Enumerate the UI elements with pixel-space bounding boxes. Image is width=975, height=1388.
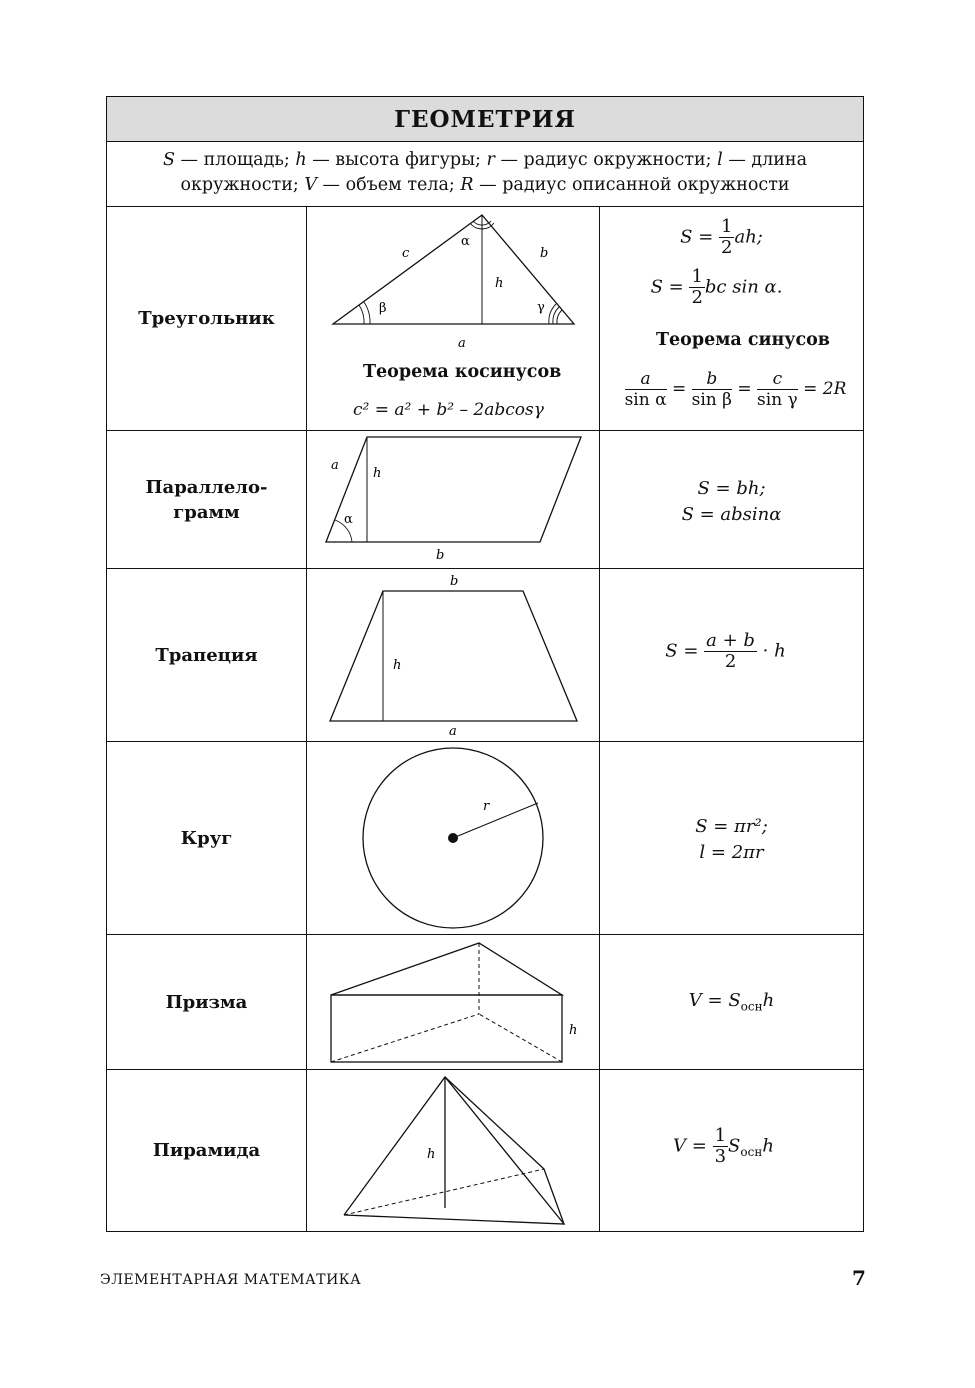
legend-line-1: S — площадь; h — высота фигуры; r — радиус окружности; l — длина: [162, 150, 808, 170]
label-alpha: α: [461, 234, 470, 249]
label-alpha: α: [344, 512, 353, 527]
label-h: h: [393, 658, 402, 673]
circle-figure-cell: [307, 742, 600, 934]
cosine-theorem-title: Теорема косинусов: [363, 362, 562, 382]
prism-volume-formula: $V = S_{осн}h$: [688, 990, 775, 1014]
geometry-table: [106, 96, 864, 1232]
triangle-figure-cell: [307, 207, 600, 430]
label-h: h: [427, 1147, 436, 1162]
label-h: h: [495, 276, 504, 291]
cosine-theorem-formula: c² = a² + b² – 2abcosγ: [353, 400, 544, 420]
parallelogram-diagram: [307, 431, 600, 569]
trapezoid-diagram: [307, 569, 600, 742]
label-h: h: [569, 1023, 578, 1038]
label-b: b: [450, 574, 459, 589]
shape-name-parallelogram: Параллело- грамм: [107, 431, 307, 568]
sine-theorem-formula: $\frac{a}{\text{sin α}}$ = $\frac{b}{\text{sin β}}$ = $\frac{c}{\text{sin γ}}$ = 2R: [624, 369, 847, 410]
circle-diagram: [307, 742, 600, 935]
row-pyramid: [107, 1070, 863, 1231]
circle-formulas: S = πr²; l = 2πr: [695, 816, 768, 863]
label-r: r: [483, 799, 490, 814]
triangle-diagram: [307, 207, 600, 431]
triangle-area-formula-1: S = $\frac{1}{2}$ ah;: [680, 216, 763, 258]
row-circle: [107, 742, 863, 935]
label-b: b: [436, 548, 445, 563]
pyramid-diagram: [307, 1070, 600, 1231]
label-beta: β: [379, 301, 387, 316]
parallelogram-area-formula: S = bh; S = absinα: [681, 478, 782, 525]
circle-formula-cell: [600, 742, 863, 934]
trapezoid-formula-cell: [600, 569, 863, 741]
shape-name-circle: Круг: [107, 742, 307, 934]
trapezoid-figure-cell: [307, 569, 600, 741]
parallelogram-figure-cell: [307, 431, 600, 568]
row-parallelogram: [107, 431, 863, 569]
triangle-area-formula-2: S = $\frac{1}{2}$ bc sin α.: [650, 266, 783, 308]
prism-formula-cell: [600, 935, 863, 1069]
shape-name-pyramid: Пирамида: [107, 1070, 307, 1231]
page-number: 7: [852, 1266, 866, 1290]
row-triangle: [107, 207, 863, 431]
prism-diagram: [307, 935, 600, 1070]
prism-figure-cell: [307, 935, 600, 1069]
label-a: a: [449, 724, 457, 739]
row-prism: [107, 935, 863, 1070]
label-c: c: [402, 246, 410, 261]
legend-line-2: окружности; V — объем тела; R — радиус описанной окружности: [180, 175, 790, 195]
trapezoid-area-formula: S = $\frac{a + b}{2}$ · h: [665, 630, 786, 672]
pyramid-figure-cell: [307, 1070, 600, 1231]
shape-name-triangle: Треугольник: [107, 207, 307, 430]
parallelogram-formula-cell: [600, 431, 863, 568]
footer-book-title: ЭЛЕМЕНТАРНАЯ МАТЕМАТИКА: [100, 1272, 362, 1288]
triangle-formula-cell: [600, 207, 863, 430]
label-a: a: [458, 336, 466, 351]
sine-theorem-title: Теорема синусов: [656, 330, 830, 350]
label-a: a: [331, 458, 339, 473]
pyramid-volume-formula: V = $\frac{1}{3}$ $S_{осн}h$: [673, 1125, 774, 1167]
row-trapezoid: [107, 569, 863, 742]
shape-name-trapezoid: Трапеция: [107, 569, 307, 741]
label-h: h: [373, 466, 382, 481]
pyramid-formula-cell: [600, 1070, 863, 1231]
label-b: b: [540, 246, 549, 261]
label-gamma: γ: [537, 300, 545, 315]
table-title: ГЕОМЕТРИЯ: [107, 97, 863, 142]
legend: [107, 142, 863, 207]
shape-name-prism: Призма: [107, 935, 307, 1069]
